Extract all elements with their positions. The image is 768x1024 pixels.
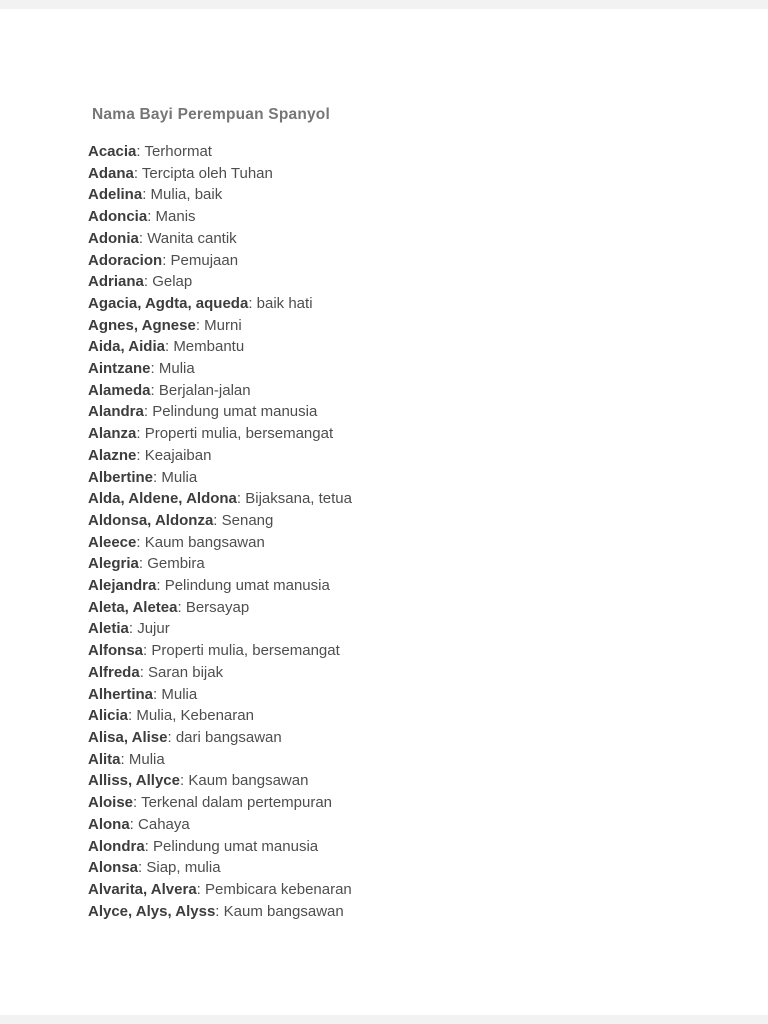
entry-separator: : [143, 273, 153, 291]
entry-name: Alegria [88, 555, 139, 573]
list-item [88, 749, 708, 771]
list-item [88, 618, 708, 640]
list-item [88, 597, 708, 619]
list-item [88, 250, 708, 272]
list-item [88, 336, 708, 358]
entry-separator: : [248, 294, 257, 312]
entry-name: Adoncia [88, 208, 148, 226]
entry-meaning: Manis [155, 208, 196, 226]
entry-name: Aloise [88, 794, 134, 812]
entry-separator: : [136, 143, 145, 160]
entry-meaning: Wanita cantik [147, 229, 237, 247]
entry-name: Alona [88, 815, 130, 833]
entry-separator: : [138, 555, 148, 573]
entry-separator: : [177, 598, 186, 616]
entry-separator: : [150, 360, 159, 378]
entry-meaning: Kaum bangsawan [144, 533, 265, 551]
entry-name: Alvarita, Alvera [88, 880, 197, 898]
list-item [88, 640, 708, 662]
list-item [88, 423, 708, 445]
entry-name: Alondra [88, 837, 145, 855]
list-item [88, 358, 708, 380]
entry-separator: : [128, 707, 137, 725]
entry-separator: : [144, 837, 154, 855]
entry-meaning: Jujur [137, 620, 170, 638]
entry-meaning: Mulia, baik [150, 186, 223, 204]
entry-separator: : [139, 663, 149, 681]
entry-meaning: Mulia [158, 360, 195, 378]
entry-meaning: Gembira [147, 555, 205, 573]
list-item [88, 770, 708, 792]
entry-meaning: Bijaksana, tetua [245, 490, 352, 508]
entry-separator: : [213, 511, 222, 529]
entry-name: Adelina [88, 186, 143, 204]
entry-separator: : [136, 533, 145, 551]
entry-name: Aleta, Aletea [88, 598, 178, 616]
entry-name: Alazne [88, 446, 137, 464]
entry-name: Adriana [88, 273, 144, 291]
list-item [88, 228, 708, 250]
entry-separator: : [138, 859, 147, 877]
entry-meaning: baik hati [256, 294, 313, 312]
entry-separator: : [195, 316, 205, 334]
entry-name: Alyce, Alys, Alyss [88, 902, 216, 920]
entry-meaning: Mulia, Kebenaran [136, 707, 254, 725]
entry-meaning: Kaum bangsawan [188, 772, 309, 790]
list-item [88, 401, 708, 423]
entry-meaning: Berjalan-jalan [158, 381, 251, 399]
list-item [88, 510, 708, 532]
entry-meaning: Bersayap [185, 598, 250, 616]
entry-meaning: Pelindung umat manusia [152, 403, 318, 421]
list-item [88, 662, 708, 684]
entry-separator: : [153, 468, 162, 486]
entry-separator: : [150, 381, 159, 399]
page-title: Nama Bayi Perempuan Spanyol [92, 106, 330, 123]
entry-name: Agacia, Agdta, aqueda [88, 294, 249, 312]
entry-separator: : [129, 815, 139, 833]
entry-name: Alejandra [88, 577, 157, 595]
entry-meaning: Tercipta oleh Tuhan [141, 164, 273, 182]
entry-name: Alonsa [88, 859, 139, 877]
list-item [88, 380, 708, 402]
entry-meaning: Pembicara kebenaran [205, 880, 352, 898]
entry-name: Adoracion [88, 251, 163, 269]
entry-separator: : [196, 880, 206, 898]
entry-separator: : [143, 642, 152, 660]
entry-name: Aletia [88, 620, 129, 638]
list-item [88, 315, 708, 337]
entry-meaning: Keajaiban [144, 446, 212, 464]
entry-meaning: Siap, mulia [146, 859, 221, 877]
entry-name: Alfreda [88, 663, 140, 681]
entry-name: Aleece [88, 533, 137, 551]
list-item [88, 488, 708, 510]
entry-meaning: Pelindung umat manusia [164, 577, 330, 595]
entry-name: Aldonsa, Aldonza [88, 511, 214, 529]
entry-separator: : [164, 338, 174, 356]
entry-name: Aintzane [88, 360, 151, 378]
entry-name: Aida, Aidia [88, 338, 165, 356]
list-item [88, 879, 708, 901]
list-item [88, 705, 708, 727]
list-item [88, 857, 708, 879]
list-item [88, 293, 708, 315]
entry-meaning: Pemujaan [170, 251, 239, 269]
entry-name: Alameda [88, 381, 151, 399]
entry-meaning: Murni [204, 316, 242, 334]
entry-meaning: Mulia [161, 685, 198, 703]
list-item [88, 206, 708, 228]
entry-meaning: Mulia [161, 468, 198, 486]
entry-meaning: Kaum bangsawan [223, 902, 344, 920]
entry-name: Agnes, Agnese [88, 316, 196, 334]
entry-meaning: Terkenal dalam pertempuran [141, 794, 333, 812]
entry-separator: : [153, 685, 162, 703]
list-item [88, 684, 708, 706]
entry-separator: : [128, 620, 138, 638]
list-item [88, 575, 708, 597]
list-item [88, 553, 708, 575]
entry-separator: : [143, 403, 153, 421]
entry-meaning: Pelindung umat manusia [153, 837, 319, 855]
entry-name: Adana [88, 164, 134, 182]
entry-meaning: Properti mulia, bersemangat [151, 642, 340, 660]
list-item [88, 901, 708, 923]
entry-separator: : [136, 425, 145, 443]
entry-name: Alhertina [88, 685, 154, 703]
page-bottom-edge [0, 1015, 768, 1024]
list-item [88, 727, 708, 749]
entry-meaning: Saran bijak [148, 663, 224, 681]
entry-separator: : [142, 186, 151, 204]
entry-meaning: Membantu [173, 338, 245, 356]
entry-separator: : [133, 794, 142, 812]
entry-meaning: Cahaya [138, 815, 190, 833]
list-item [88, 141, 708, 163]
entry-separator: : [162, 251, 171, 269]
entry-name: Acacia [88, 143, 137, 160]
entry-separator: : [236, 490, 246, 508]
entry-separator: : [215, 902, 224, 920]
list-item [88, 836, 708, 858]
entry-name: Alicia [88, 707, 129, 725]
entry-meaning: Mulia [128, 750, 165, 768]
entry-separator: : [167, 728, 176, 746]
list-item [88, 271, 708, 293]
entry-separator: : [147, 208, 156, 226]
name-meaning-list [88, 141, 708, 922]
entry-separator: : [133, 164, 142, 182]
entry-meaning: dari bangsawan [175, 728, 282, 746]
entry-meaning: Gelap [152, 273, 193, 291]
list-item [88, 532, 708, 554]
entry-separator: : [136, 446, 145, 464]
entry-name: Alfonsa [88, 642, 144, 660]
list-item [88, 184, 708, 206]
entry-name: Alda, Aldene, Aldona [88, 490, 237, 508]
entry-name: Albertine [88, 468, 154, 486]
list-item [88, 163, 708, 185]
entry-name: Alanza [88, 425, 137, 443]
entry-meaning: Properti mulia, bersemangat [144, 425, 334, 443]
list-item [88, 445, 708, 467]
list-item [88, 467, 708, 489]
entry-separator: : [180, 772, 189, 790]
entry-name: Alliss, Allyce [88, 772, 180, 790]
entry-separator: : [138, 229, 148, 247]
entry-name: Alita [88, 750, 121, 768]
list-item [88, 792, 708, 814]
list-item [88, 814, 708, 836]
entry-meaning: Terhormat [144, 143, 212, 160]
entry-separator: : [120, 750, 129, 768]
entry-name: Alandra [88, 403, 144, 421]
entry-name: Alisa, Alise [88, 728, 168, 746]
entry-name: Adonia [88, 229, 139, 247]
entry-meaning: Senang [221, 511, 274, 529]
entry-separator: : [156, 577, 165, 595]
